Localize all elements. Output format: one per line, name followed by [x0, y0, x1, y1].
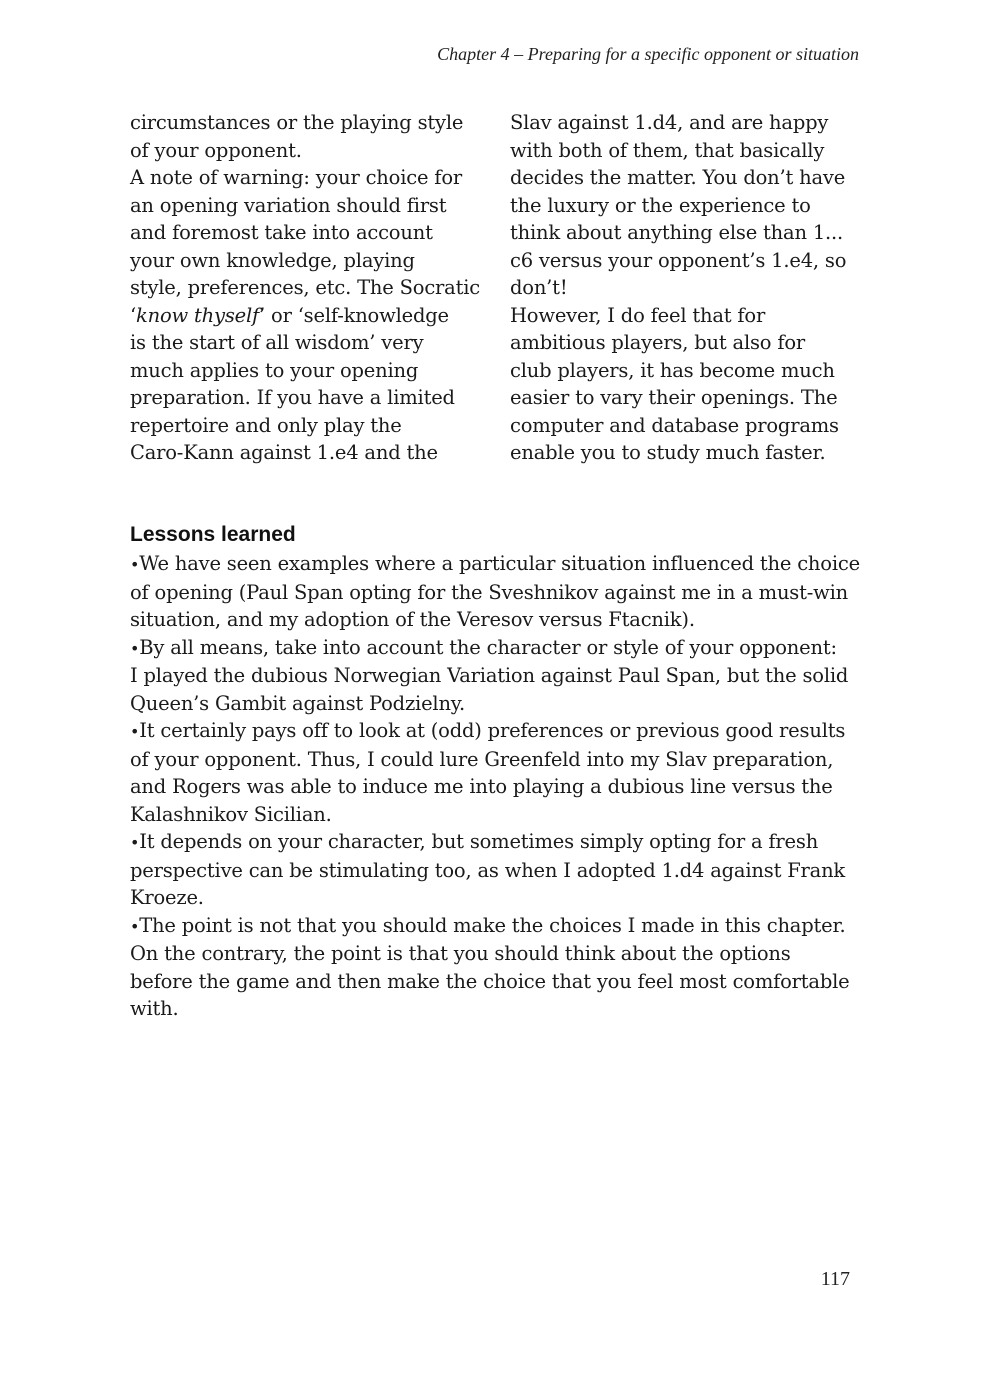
- lesson-item: [130, 717, 870, 828]
- text-line: and foremost take into account: [130, 221, 433, 244]
- text-line: circumstances or the playing style: [130, 111, 464, 134]
- bullet-icon: •: [130, 722, 140, 741]
- quote-rest: ’ or ‘self-knowledge: [259, 303, 449, 327]
- text-line: Caro-Kann against 1.e4 and the: [130, 441, 438, 464]
- text-line: ambitious players, but also for: [510, 331, 806, 354]
- lesson-text: It depends on your character, but sometimes simply opting for a fresh: [139, 830, 819, 853]
- text-line: and Rogers was able to induce me into playing a dubious line versus the: [130, 775, 833, 798]
- lesson-item: [130, 550, 870, 634]
- text-line: of opening (Paul Span opting for the Sveshnikov against me in a must-win: [130, 580, 849, 604]
- text-line: On the contrary, the point is that you should think about the options: [130, 942, 791, 965]
- left-column: [130, 109, 478, 467]
- text-line-mixed: [130, 302, 478, 330]
- page-number: 117: [820, 1268, 850, 1290]
- lesson-text: We have seen examples where a particular situation influenced the choice: [139, 552, 860, 575]
- two-column-text: [130, 109, 870, 479]
- text-line: c6 versus your opponent’s 1.e4, so: [510, 248, 847, 272]
- text-line: of your opponent.: [130, 138, 302, 162]
- text-line: I played the dubious Norwegian Variation against Paul Span, but the solid: [130, 664, 849, 687]
- text-line: your own knowledge, playing: [130, 248, 415, 272]
- bullet-icon: •: [130, 638, 140, 658]
- italic-phrase: know thyself: [136, 303, 260, 327]
- text-line: [130, 634, 870, 663]
- text-line: A note of warning: your choice for: [130, 166, 462, 189]
- lesson-text: The point is not that you should make the choices I made in this chapter.: [139, 913, 846, 937]
- bullet-icon: •: [130, 916, 140, 936]
- text-line: Queen’s Gambit against Podzielny.: [130, 691, 466, 715]
- text-line: computer and database programs: [510, 413, 839, 437]
- text-line: Kroeze.: [130, 886, 204, 909]
- text-line: Slav against 1.d4, and are happy: [510, 111, 829, 134]
- running-header: Chapter 4 – Preparing for a specific opponent or situation: [437, 44, 859, 64]
- text-line: [130, 717, 870, 746]
- text-line: perspective can be stimulating too, as when I adopted 1.d4 against Frank: [130, 858, 846, 882]
- text-line: Kalashnikov Sicilian.: [130, 802, 332, 826]
- text-line: an opening variation should first: [130, 193, 447, 217]
- section-heading: Lessons learned: [130, 523, 296, 546]
- text-line: style, preferences, etc. The Socratic: [130, 276, 480, 299]
- text-line: easier to vary their openings. The: [510, 386, 838, 409]
- text-line: the luxury or the experience to: [510, 193, 811, 217]
- lesson-text: By all means, take into account the character or style of your opponent:: [139, 635, 837, 659]
- text-line: situation, and my adoption of the Veresov versus Ftacnik).: [130, 608, 695, 631]
- lesson-item: [130, 912, 870, 1023]
- lesson-item: [130, 828, 870, 912]
- quote-open: ‘: [130, 303, 136, 327]
- lesson-text: It certainly pays off to look at (odd) preferences or previous good results: [139, 719, 846, 742]
- lesson-item: [130, 634, 870, 718]
- text-line: enable you to study much faster.: [510, 441, 826, 464]
- text-line: with.: [130, 997, 179, 1020]
- text-line: with both of them, that basically: [510, 138, 825, 162]
- text-line: of your opponent. Thus, I could lure Greenfeld into my Slav preparation,: [130, 747, 834, 771]
- text-line: don’t!: [510, 276, 568, 299]
- text-line: [130, 550, 870, 579]
- lessons-learned-section: [130, 521, 870, 1023]
- text-line: think about anything else than 1...: [510, 221, 844, 244]
- text-line: However, I do feel that for: [510, 303, 766, 327]
- text-line: repertoire and only play the: [130, 413, 402, 437]
- text-line: much applies to your opening: [130, 358, 419, 382]
- text-line: club players, it has become much: [510, 358, 835, 382]
- bullet-icon: •: [130, 833, 140, 852]
- bullet-icon: •: [130, 555, 140, 574]
- right-column: [510, 109, 858, 467]
- text-line: before the game and then make the choice that you feel most comfortable: [130, 969, 850, 993]
- text-line: [130, 912, 870, 941]
- text-line: decides the matter. You don’t have: [510, 166, 846, 189]
- text-line: preparation. If you have a limited: [130, 386, 455, 409]
- text-line: is the start of all wisdom’ very: [130, 331, 424, 354]
- text-line: [130, 828, 870, 857]
